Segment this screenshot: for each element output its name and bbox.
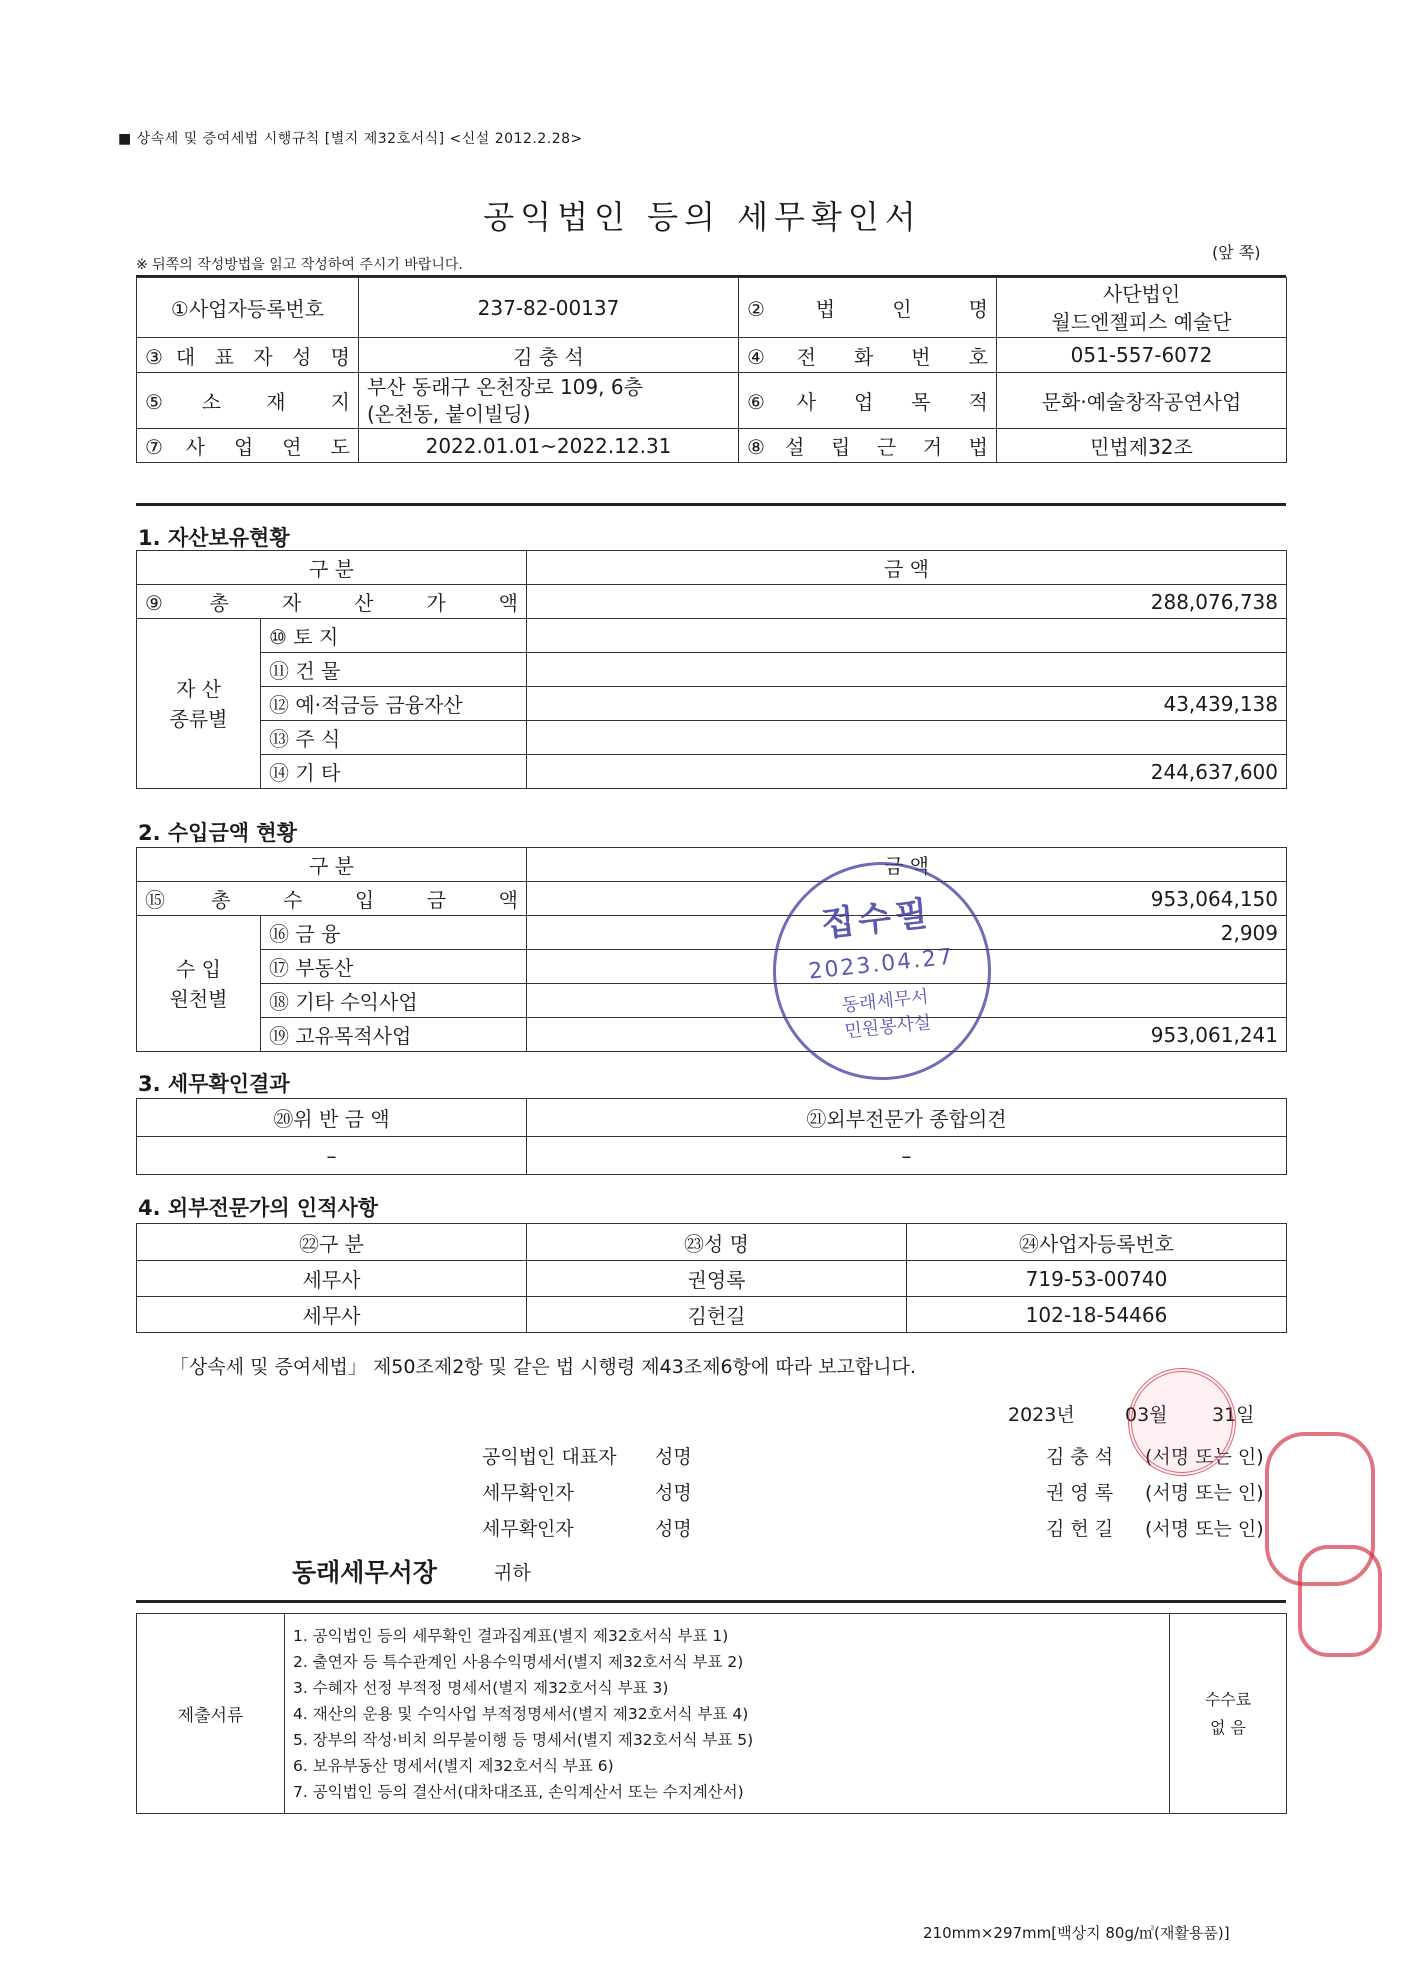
reception-stamp-office-2: 민원봉사실 <box>843 1012 933 1043</box>
paper-spec-footer: 210mm×297mm[백상지 80g/㎡(재활용품)] <box>923 1924 1230 1942</box>
list-item: 2. 출연자 등 특수관계인 사용수익명세서(별지 제32호서식 부표 2) <box>293 1652 744 1671</box>
income-col-category: 구 분 <box>137 848 527 882</box>
asset-other-label: ⑭ 기 타 <box>261 755 527 789</box>
signer-2-name: 김 헌 길 <box>1046 1518 1114 1540</box>
signer-rep-label: 성명 <box>655 1446 692 1468</box>
income-realestate-label: ⑰ 부동산 <box>261 950 527 984</box>
section-experts-title: 4. 외부전문가의 인적사항 <box>138 1196 379 1220</box>
assets-group-label-1: 자 산 <box>176 676 221 701</box>
signer-1-name: 권 영 록 <box>1046 1482 1114 1504</box>
report-statement: 「상속세 및 증여세법」 제50조제2항 및 같은 법 시행령 제43조제6항에 따라 보고합니다. <box>170 1356 916 1378</box>
expert-reg: 102-18-54466 <box>907 1297 1287 1333</box>
assets-col-amount: 금 액 <box>527 551 1287 585</box>
report-date-day: 31일 <box>1212 1404 1255 1426</box>
reg-no-label: ①사업자등록번호 <box>137 278 359 338</box>
expert-type: 세무사 <box>137 1297 527 1333</box>
corp-name-label: ②법 인 명 <box>739 278 997 338</box>
purpose-value: 문화·예술창작공연사업 <box>997 373 1287 429</box>
corp-name-line2: 월드엔젤피스 예술단 <box>1051 309 1232 334</box>
assets-total-label: ⑨총 자 산 가 액 <box>137 585 527 619</box>
attachments-table <box>136 1613 1287 1814</box>
instruction-note: ※ 뒤쪽의 작성방법을 읽고 작성하여 주시기 바랍니다. <box>136 257 463 273</box>
document-title: 공익법인 등의 세무확인서 <box>483 198 922 236</box>
fee-value: 없 음 <box>1210 1717 1246 1737</box>
list-item: 3. 수혜자 선정 부적정 명세서(별지 제32호서식 부표 3) <box>293 1678 669 1697</box>
list-item: 6. 보유부동산 명세서(별지 제32호서식 부표 6) <box>293 1756 614 1775</box>
recipient-office: 동래세무서장 <box>292 1558 437 1587</box>
report-date-month: 03월 <box>1125 1404 1168 1426</box>
reception-stamp-office-1: 동래세무서 <box>840 986 930 1017</box>
experts-table <box>136 1223 1287 1333</box>
rep-value: 김 충 석 <box>359 338 739 373</box>
attachments-list <box>285 1614 1170 1814</box>
experts-col-name: ㉓성 명 <box>527 1224 907 1261</box>
assets-group-label <box>137 619 261 789</box>
violation-label: ⑳위 반 금 액 <box>137 1099 527 1137</box>
expert-reg: 719-53-00740 <box>907 1261 1287 1297</box>
income-financial-value: 2,909 <box>527 916 1287 950</box>
corp-name-line1: 사단법인 <box>1102 281 1181 306</box>
address-line2: (온천동, 붙이빌딩) <box>367 401 531 426</box>
income-group-label-1: 수 입 <box>176 956 221 981</box>
signer-1-role: 세무확인자 <box>482 1482 574 1504</box>
income-col-amount: 금 액 <box>527 848 1287 882</box>
list-item: 4. 재산의 운용 및 수익사업 부적정명세서(별지 제32호서식 부표 4) <box>293 1704 749 1723</box>
income-group-label <box>137 916 261 1052</box>
fee-cell <box>1170 1614 1287 1814</box>
basis-label: ⑧설 립 근 거 법 <box>739 429 997 463</box>
phone-label: ④전 화 번 호 <box>739 338 997 373</box>
signer-rep-mark: (서명 또는 인) <box>1145 1446 1264 1468</box>
rep-label: ③대 표 자 성 명 <box>137 338 359 373</box>
income-total-value: 953,064,150 <box>527 882 1287 916</box>
income-other-business-label: ⑱ 기타 수익사업 <box>261 984 527 1018</box>
asset-building-label: ⑪ 건 물 <box>261 653 527 687</box>
signer-rep-role: 공익법인 대표자 <box>482 1446 617 1468</box>
reception-stamp-date: 2023.04.27 <box>807 944 956 985</box>
result-table <box>136 1098 1287 1175</box>
purpose-label: ⑥사 업 목 적 <box>739 373 997 429</box>
expert-name: 권영록 <box>527 1261 907 1297</box>
reg-no-value: 237-82-00137 <box>359 278 739 338</box>
year-value: 2022.01.01~2022.12.31 <box>359 429 739 463</box>
asset-stock-label: ⑬ 주 식 <box>261 721 527 755</box>
signer-2-role: 세무확인자 <box>482 1518 574 1540</box>
form-reference-note: ■ 상속세 및 증여세법 시행규칙 [별지 제32호서식] <신설 2012.2.28> <box>118 131 583 147</box>
signer-2-label: 성명 <box>655 1518 692 1540</box>
table-row <box>137 1297 1287 1333</box>
income-group-label-2: 원천별 <box>169 986 228 1011</box>
address-label: ⑤소 재 지 <box>137 373 359 429</box>
experts-col-type: ㉒구 분 <box>137 1224 527 1261</box>
signer-1-label: 성명 <box>655 1482 692 1504</box>
basis-value: 민법제32조 <box>997 429 1287 463</box>
address-value <box>359 373 739 429</box>
table-row <box>137 1261 1287 1297</box>
address-line1: 부산 동래구 온천장로 109, 6층 <box>367 374 643 399</box>
year-label: ⑦사 업 연 도 <box>137 429 359 463</box>
assets-total-value: 288,076,738 <box>527 585 1287 619</box>
asset-financial-value: 43,439,138 <box>527 687 1287 721</box>
opinion-value: – <box>527 1137 1287 1175</box>
assets-group-label-2: 종류별 <box>169 706 228 731</box>
expert-type: 세무사 <box>137 1261 527 1297</box>
phone-value: 051-557-6072 <box>997 338 1287 373</box>
asset-financial-label: ⑫ 예·적금등 금융자산 <box>261 687 527 721</box>
asset-other-value: 244,637,600 <box>527 755 1287 789</box>
signer-1-mark: (서명 또는 인) <box>1145 1482 1264 1504</box>
section-result-title: 3. 세무확인결과 <box>138 1072 290 1096</box>
asset-land-value <box>527 619 1287 653</box>
experts-col-reg: ㉔사업자등록번호 <box>907 1224 1287 1261</box>
list-item: 5. 장부의 작성·비치 의무불이행 등 명세서(별지 제32호서식 부표 5) <box>293 1730 754 1749</box>
signer-2-mark: (서명 또는 인) <box>1145 1518 1264 1540</box>
basic-info-table <box>136 277 1287 463</box>
recipient-suffix: 귀하 <box>494 1562 531 1584</box>
violation-value: – <box>137 1137 527 1175</box>
expert-seal-stamp-2 <box>1298 1545 1382 1657</box>
report-date-year: 2023년 <box>1008 1404 1075 1426</box>
assets-col-category: 구 분 <box>137 551 527 585</box>
income-total-label: ⑮총 수 입 금 액 <box>137 882 527 916</box>
income-table <box>136 847 1287 1052</box>
asset-land-label: ⑩ 토 지 <box>261 619 527 653</box>
fee-label: 수수료 <box>1204 1689 1252 1709</box>
page-side-label: (앞 쪽) <box>1212 243 1261 262</box>
asset-stock-value <box>527 721 1287 755</box>
attachments-label: 제출서류 <box>137 1614 285 1814</box>
expert-name: 김헌길 <box>527 1297 907 1333</box>
corp-name-value <box>997 278 1287 338</box>
income-purpose-business-value: 953,061,241 <box>527 1018 1287 1052</box>
signer-rep-name: 김 충 석 <box>1046 1446 1114 1468</box>
assets-table <box>136 550 1287 789</box>
income-purpose-business-label: ⑲ 고유목적사업 <box>261 1018 527 1052</box>
reception-stamp-title: 접수필 <box>819 893 934 945</box>
income-financial-label: ⑯ 금 융 <box>261 916 527 950</box>
list-item: 7. 공익법인 등의 결산서(대차대조표, 손익계산서 또는 수지계산서) <box>293 1782 744 1801</box>
corporate-seal-stamp <box>1128 1368 1236 1476</box>
list-item: 1. 공익법인 등의 세무확인 결과집계표(별지 제32호서식 부표 1) <box>293 1626 729 1645</box>
opinion-label: ㉑외부전문가 종합의견 <box>527 1099 1287 1137</box>
section-income-title: 2. 수입금액 현황 <box>138 821 297 845</box>
asset-building-value <box>527 653 1287 687</box>
section-assets-title: 1. 자산보유현황 <box>138 526 290 550</box>
